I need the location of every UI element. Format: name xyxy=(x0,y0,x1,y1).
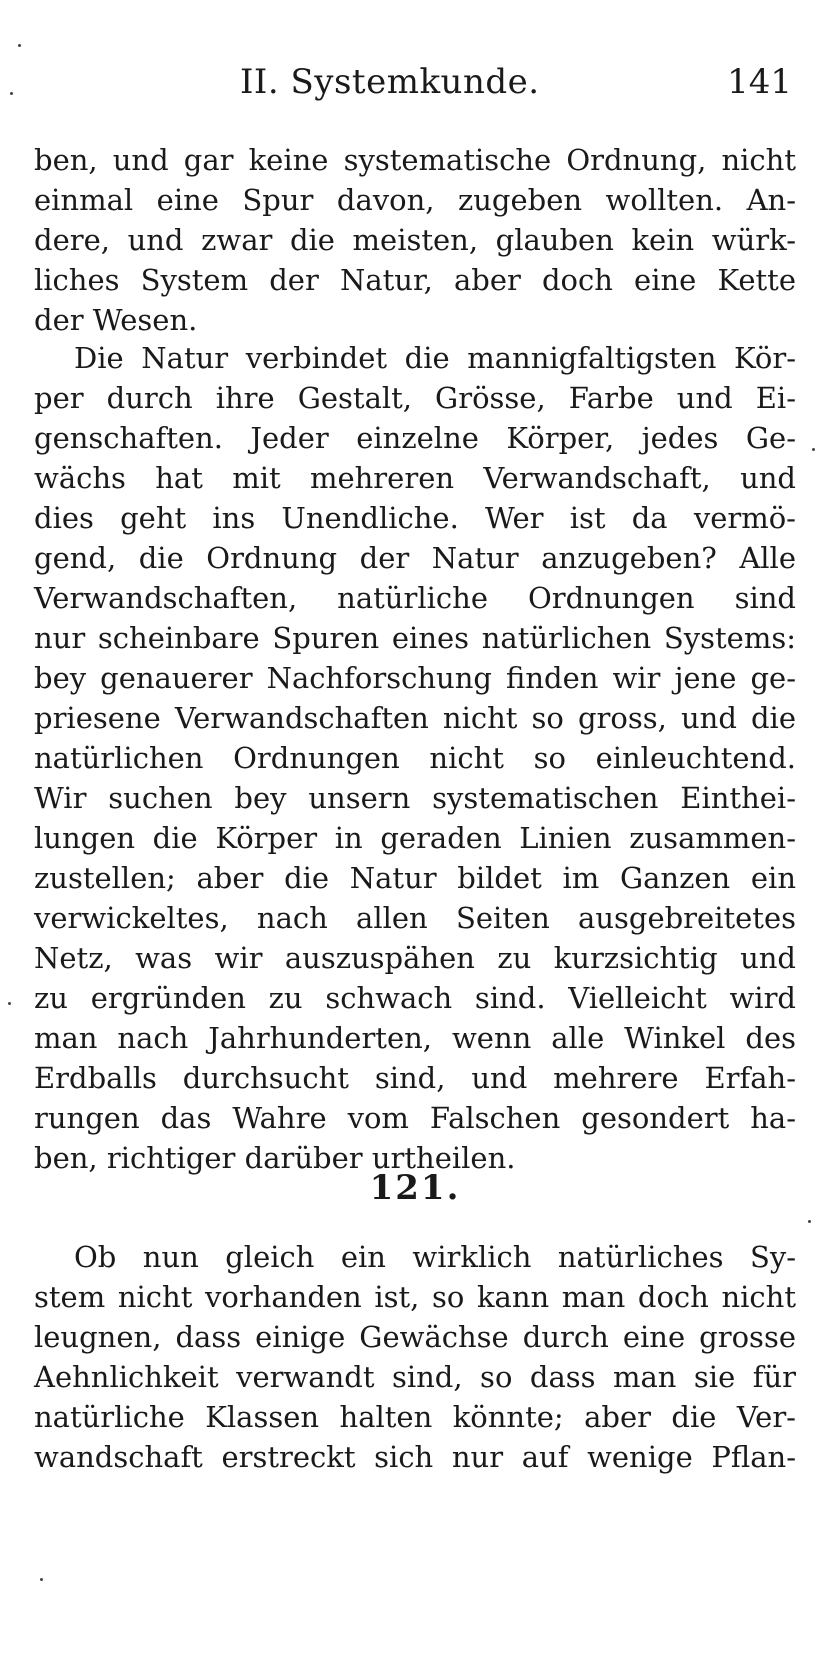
text-line: zu ergründen zu schwach sind. Vielleicht wird xyxy=(34,981,796,1015)
text-line: man nach Jahrhunderten, wenn alle Winkel des xyxy=(34,1021,796,1055)
print-speck xyxy=(812,448,815,451)
text-line: liches System der Natur, aber doch eine Kette xyxy=(34,263,796,297)
running-head xyxy=(0,62,830,106)
section-number: 121. xyxy=(369,1168,461,1208)
text-line: rungen das Wahre vom Falschen gesondert ha- xyxy=(34,1101,796,1135)
page-number: 141 xyxy=(727,62,792,102)
text-line: natürliche Klassen halten könnte; aber die Ver- xyxy=(34,1400,796,1434)
text-line: leugnen, dass einige Gewächse durch eine grosse xyxy=(34,1320,796,1354)
text-line: dere, und zwar die meisten, glauben kein würk- xyxy=(34,223,796,257)
text-line: wächs hat mit mehreren Verwandschaft, und xyxy=(34,461,796,495)
text-line: natürlichen Ordnungen nicht so einleuchtend. xyxy=(34,741,796,775)
text-line: stem nicht vorhanden ist, so kann man doch nicht xyxy=(34,1280,796,1314)
text-line: ben, richtiger darüber urtheilen. xyxy=(34,1141,516,1175)
print-speck xyxy=(8,1002,11,1005)
text-line: Aehnlichkeit verwandt sind, so dass man sie für xyxy=(34,1360,796,1394)
text-line: wandschaft erstreckt sich nur auf wenige Pflan- xyxy=(34,1440,796,1474)
text-line: priesene Verwandschaften nicht so gross, und die xyxy=(34,701,796,735)
text-line: per durch ihre Gestalt, Grösse, Farbe und Ei- xyxy=(34,381,796,415)
text-line: dies geht ins Unendliche. Wer ist da vermö- xyxy=(34,501,796,535)
running-title: II. Systemkunde. xyxy=(240,62,540,102)
text-line: Die Natur verbindet die mannigfaltigsten Kör- xyxy=(74,341,796,375)
text-line: der Wesen. xyxy=(34,303,198,337)
text-line: Erdballs durchsucht sind, und mehrere Erfah- xyxy=(34,1061,796,1095)
text-line: Ob nun gleich ein wirklich natürliches Sy- xyxy=(74,1240,796,1274)
paragraph-section-121 xyxy=(34,1237,796,1477)
text-line: zustellen; aber die Natur bildet im Ganzen ein xyxy=(34,861,796,895)
text-line: nur scheinbare Spuren eines natürlichen Systems: xyxy=(34,621,796,655)
paragraph-continued xyxy=(34,140,796,340)
text-line: gend, die Ordnung der Natur anzugeben? Alle xyxy=(34,541,796,575)
print-speck xyxy=(40,1578,43,1581)
print-speck xyxy=(10,92,13,95)
text-line: einmal eine Spur davon, zugeben wollten. An- xyxy=(34,183,796,217)
print-speck xyxy=(808,1220,811,1223)
text-line: ben, und gar keine systematische Ordnung, nicht xyxy=(34,143,796,177)
paragraph-natur xyxy=(34,338,796,1178)
text-line: Verwandschaften, natürliche Ordnungen sind xyxy=(34,581,796,615)
text-line: Netz, was wir auszuspähen zu kurzsichtig und xyxy=(34,941,796,975)
text-line: Wir suchen bey unsern systematischen Einthei- xyxy=(34,781,796,815)
text-line: lungen die Körper in geraden Linien zusammen- xyxy=(34,821,796,855)
text-line: bey genauerer Nachforschung finden wir jene ge- xyxy=(34,661,796,695)
print-speck xyxy=(18,44,21,47)
text-line: verwickeltes, nach allen Seiten ausgebreitetes xyxy=(34,901,796,935)
text-line: genschaften. Jeder einzelne Körper, jedes Ge- xyxy=(34,421,796,455)
